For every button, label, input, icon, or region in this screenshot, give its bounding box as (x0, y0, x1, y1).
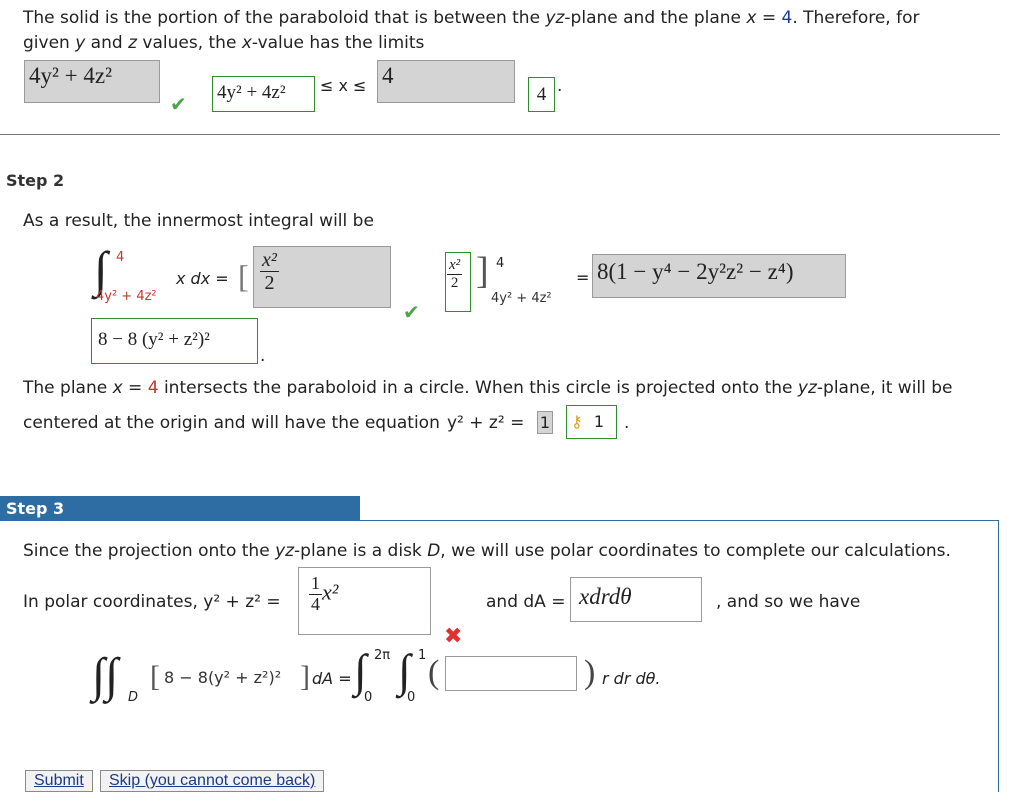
inner-integral-sign: ∫ (398, 645, 411, 696)
and-so-text: , and so we have (716, 592, 861, 612)
polar-input[interactable]: $\frac{1}{4}$ x² (298, 567, 431, 635)
inequality-text: ≤ x ≤ (320, 76, 367, 95)
limits-intro-line2: given y and z values, the x-value has the limits (23, 33, 425, 53)
upper-limit-input[interactable]: 4 (377, 60, 515, 103)
limits-intro-line1: The solid is the portion of the paraboloid that is between the yz-plane and the plane x = 4. Therefore, for (23, 8, 920, 28)
dA-label: and dA = (486, 592, 566, 612)
skip-button[interactable]: Skip (you cannot come back) (100, 770, 324, 792)
lower-limit-feedback: 4y² + 4z² (212, 76, 315, 112)
antiderivative-input[interactable]: $\frac{\text{x²}}{2}$ (253, 246, 391, 308)
double-integrand: 8 − 8(y² + z²)² (164, 668, 282, 687)
circle-text-line2: centered at the origin and will have the equation (23, 413, 440, 433)
step3-header: Step 3 (0, 496, 360, 521)
paren-close: ) (584, 654, 596, 691)
incorrect-cross-icon: ✖ (444, 624, 463, 649)
submit-button[interactable]: Submit (25, 770, 93, 792)
bracket-open: [ (150, 660, 160, 693)
inner-lower-limit: 0 (407, 690, 416, 705)
circle-equation: y² + z² = (447, 413, 525, 433)
outer-upper-limit: 2π (374, 648, 391, 663)
integrand-text: x dx = (176, 269, 229, 288)
integral-upper-limit: 4 (116, 250, 125, 265)
eval-upper-limit: 4 (496, 256, 505, 271)
step2-label: Step 2 (6, 171, 65, 190)
upper-limit-feedback: 4 (528, 77, 555, 112)
limits-period: . (557, 76, 563, 96)
step2-text: As a result, the innermost integral will be (23, 211, 374, 231)
integral-lower-limit: 4y² + 4z² (96, 289, 157, 304)
result-input[interactable]: 8(1 − y⁴ − 2y²z² − z⁴) (592, 254, 846, 298)
double-integral-sign: ∫∫ (92, 649, 119, 702)
dA-input[interactable]: xdrdθ (570, 577, 702, 622)
eval-lower-limit: 4y² + 4z² (491, 291, 552, 306)
region-label: D (128, 690, 139, 705)
step3-text: Since the projection onto the yz-plane is a disk D, we will use polar coordinates to complete our calculations. (23, 541, 951, 561)
result-feedback: 8 − 8 (y² + z²)² (91, 318, 258, 364)
integral-sign: ∫ (94, 241, 108, 297)
polar-integrand-input[interactable] (445, 656, 577, 691)
r-dr-dtheta: r dr dθ. (602, 669, 661, 688)
bracket-close: ] (476, 250, 489, 292)
correct-check-icon: ✔ (403, 300, 420, 324)
antiderivative-feedback: $\frac{\text{x²}}{2}$ (445, 252, 471, 312)
polar-prefix: In polar coordinates, y² + z² = (23, 592, 281, 612)
circle-radius-input[interactable]: 1 (537, 411, 553, 434)
section-divider (0, 134, 1000, 135)
result-period: . (260, 346, 266, 366)
correct-check-icon: ✔ (170, 92, 187, 116)
inner-upper-limit: 1 (418, 648, 427, 663)
bracket-open: [ (238, 258, 249, 294)
lower-limit-input[interactable]: 4y² + 4z² (24, 60, 160, 103)
dA-equals: dA = (312, 669, 352, 688)
circle-period: . (624, 413, 630, 433)
circle-text-line1: The plane x = 4 intersects the paraboloid in a circle. When this circle is projected onto the yz-plane, it will be (23, 378, 953, 398)
equals-sign: = (576, 268, 590, 287)
outer-lower-limit: 0 (364, 690, 373, 705)
bracket-close: ] (300, 660, 310, 693)
paren-open: ( (428, 654, 440, 691)
circle-radius-feedback: ⚷ 1 (566, 405, 617, 439)
key-icon: ⚷ (571, 412, 583, 431)
outer-integral-sign: ∫ (354, 645, 367, 696)
